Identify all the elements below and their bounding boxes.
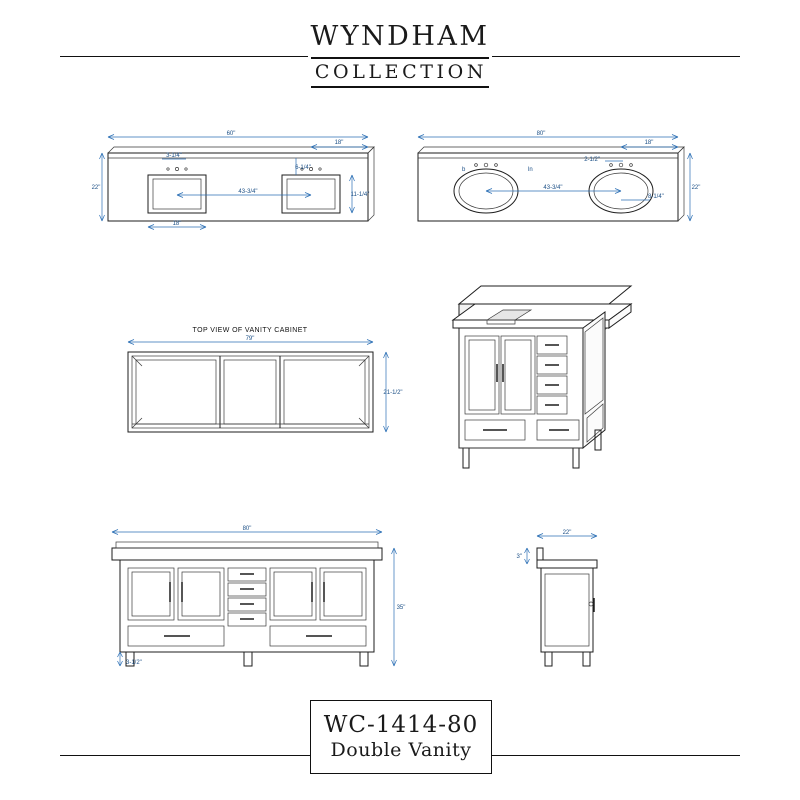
cabinet-top-view bbox=[110, 320, 410, 450]
dim-leader-right: ln bbox=[528, 167, 533, 173]
dim-side-depth-22: 22" bbox=[562, 530, 572, 536]
model-number: WC-1414-80 bbox=[323, 711, 479, 738]
dim-back-offset: 6-1/4" bbox=[295, 165, 311, 171]
dim-leader-left: b bbox=[462, 167, 466, 173]
dim-front-width-80: 80" bbox=[242, 526, 252, 532]
vanity-perspective-view bbox=[435, 270, 670, 485]
product-subtitle: Double Vanity bbox=[330, 739, 472, 762]
dim-depth-22-oval: 22" bbox=[691, 185, 701, 191]
dim-center-to-center: 43-3/4" bbox=[238, 189, 258, 195]
dim-overall-width-60: 60" bbox=[226, 131, 236, 137]
brand-name: WYNDHAM bbox=[310, 20, 490, 52]
dim-cabinet-width-79: 79" bbox=[245, 336, 255, 342]
brand-subtitle: COLLECTION bbox=[311, 57, 489, 88]
dim-faucet-spacing: 2-1/2" bbox=[584, 157, 600, 163]
vanity-side-elevation-view bbox=[495, 520, 635, 680]
dim-oval-width: 8-1/4" bbox=[648, 194, 664, 200]
brand-logo bbox=[308, 15, 492, 95]
dim-hole-spacing: 3-1/4" bbox=[166, 153, 182, 159]
dim-depth-22: 22" bbox=[91, 185, 101, 191]
dim-front-height-35: 35" bbox=[396, 605, 406, 611]
oval-sink-countertop-view bbox=[410, 125, 700, 235]
dim-center-to-center-oval: 43-3/4" bbox=[543, 185, 563, 191]
dim-sink-width: 18" bbox=[172, 221, 182, 227]
vanity-front-elevation-view bbox=[100, 520, 410, 680]
dim-overall-width-80: 80" bbox=[536, 131, 546, 137]
rectangular-sink-countertop-view bbox=[91, 125, 390, 235]
dim-right-offset-18: 18" bbox=[334, 140, 344, 146]
top-view-label: TOP VIEW OF VANITY CABINET bbox=[192, 327, 308, 334]
dim-right-offset-18-oval: 18" bbox=[644, 140, 654, 146]
dim-backsplash-3: 3" bbox=[516, 554, 522, 560]
title-block bbox=[310, 700, 492, 774]
dim-cabinet-depth: 21-1/2" bbox=[383, 390, 403, 396]
dim-toe-kick: 3-1/2" bbox=[126, 660, 142, 666]
dim-sink-height: 11-1/4" bbox=[350, 192, 370, 198]
